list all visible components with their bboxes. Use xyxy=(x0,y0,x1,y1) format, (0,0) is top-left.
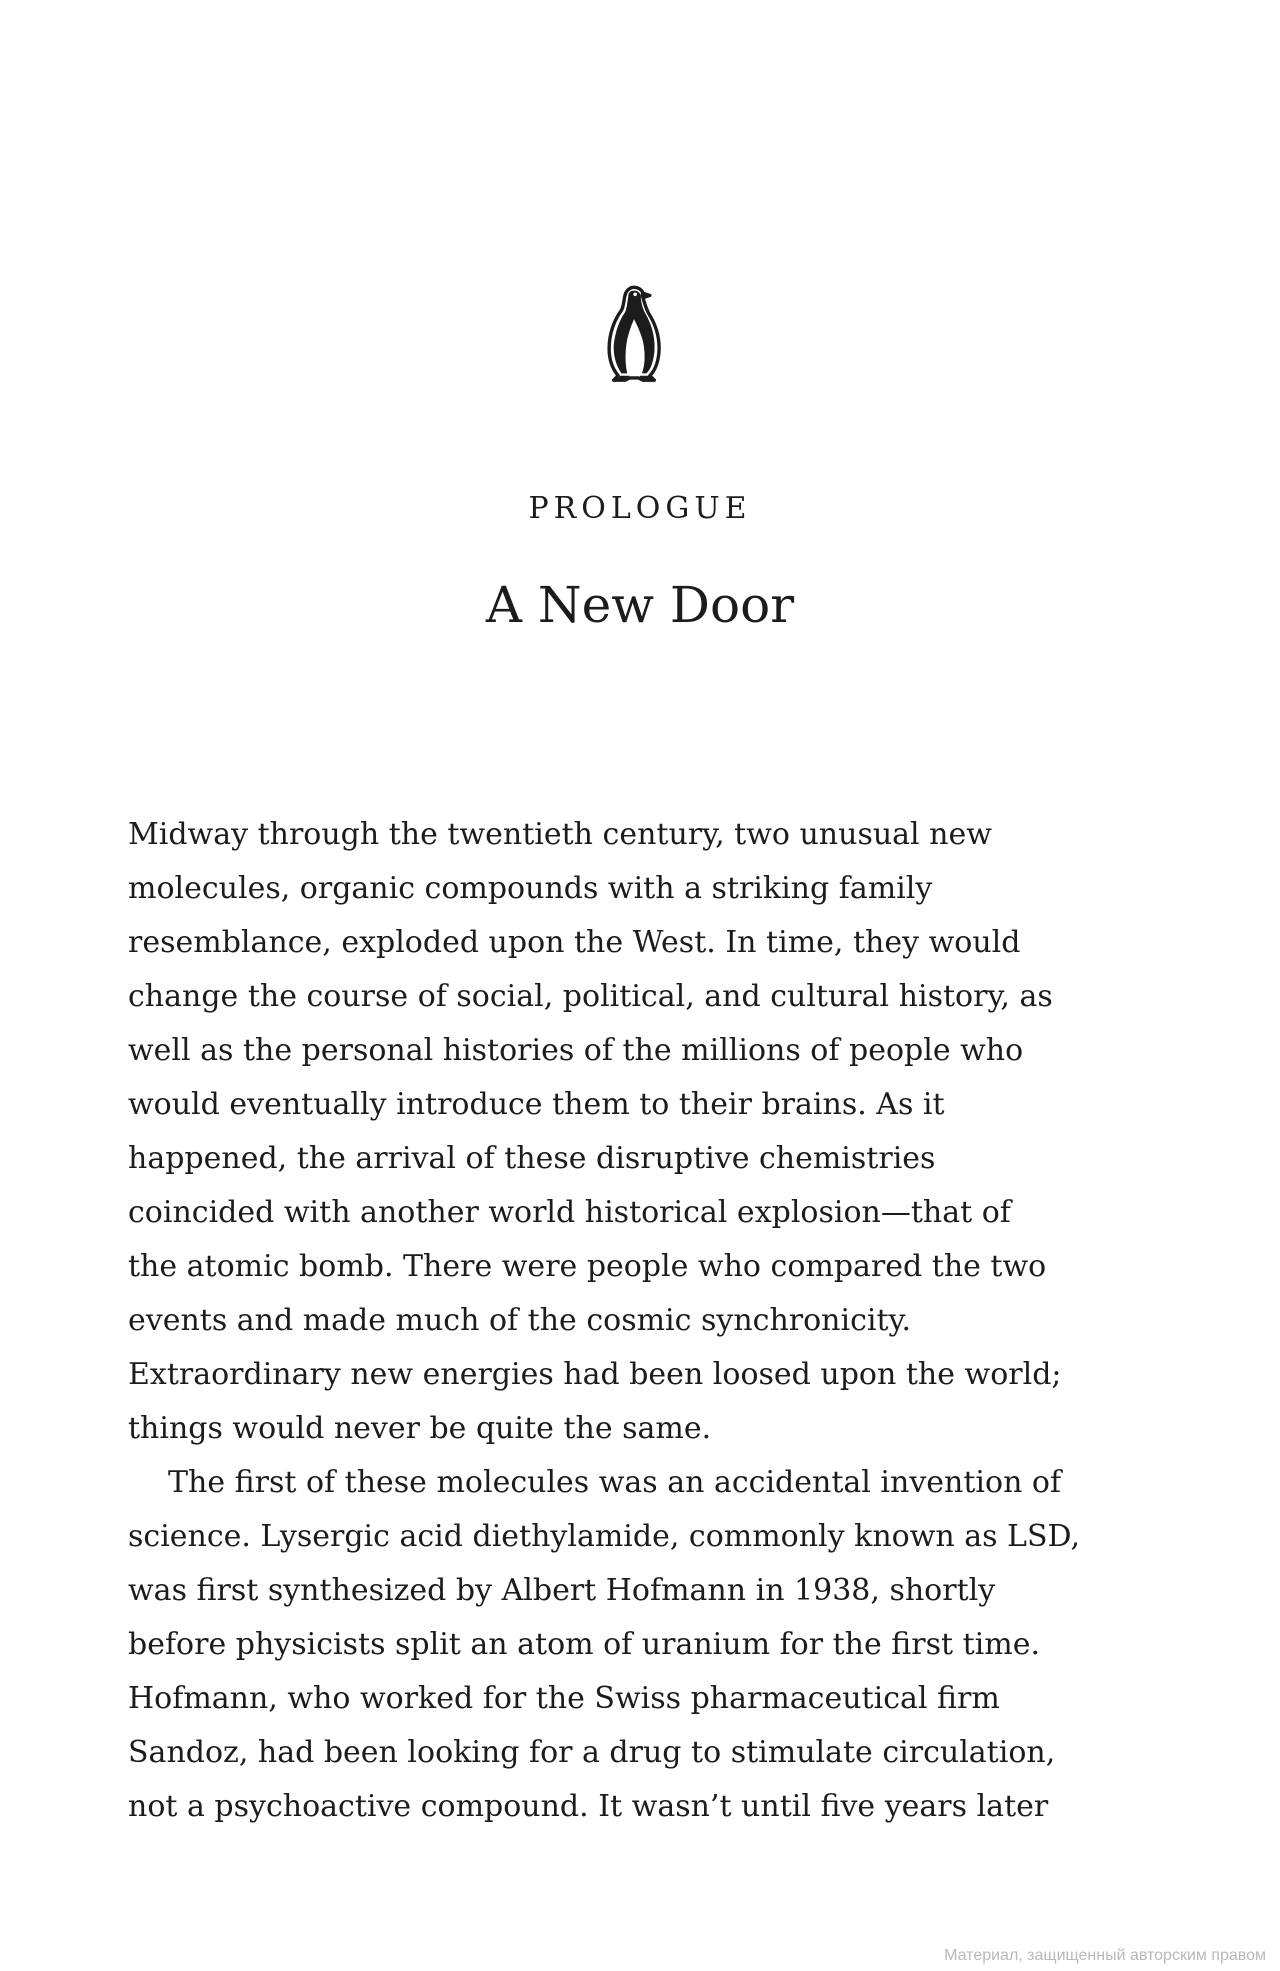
chapter-label: PROLOGUE xyxy=(528,491,752,526)
penguin-logo-icon xyxy=(600,283,668,387)
paragraph: The first of these molecules was an accidental invention of science. Lysergic acid diethylamide, commonly known as LSD, was first synthesized by Albert Hofmann in 1938, shortly before physicists split an atom of uranium for the first time. Hofmann, who worked for the Swiss pharmaceutical firm Sandoz, had been looking for a drug to stimulate circulation, not a psychoactive compound. It wasn’t until five years later xyxy=(128,1465,1081,1824)
body-text xyxy=(128,808,1168,1834)
chapter-title: A New Door xyxy=(485,576,795,634)
copyright-watermark: Материал, защищенный авторским правом xyxy=(944,1947,1266,1964)
paragraph: Midway through the twentieth century, two unusual new molecules, organic compounds with a striking family resemblance, exploded upon the West. In time, they would change the course of social, political, and cultural history, as well as the personal histories of the millions of people who would eventually introduce them to their brains. As it happened, the arrival of these disruptive chemistries coincided with another world historical explosion—that of the atomic bomb. There were people who compared the two events and made much of the cosmic synchronicity. Extraordinary new energies had been loosed upon the world; things would never be quite the same. xyxy=(128,817,1062,1446)
